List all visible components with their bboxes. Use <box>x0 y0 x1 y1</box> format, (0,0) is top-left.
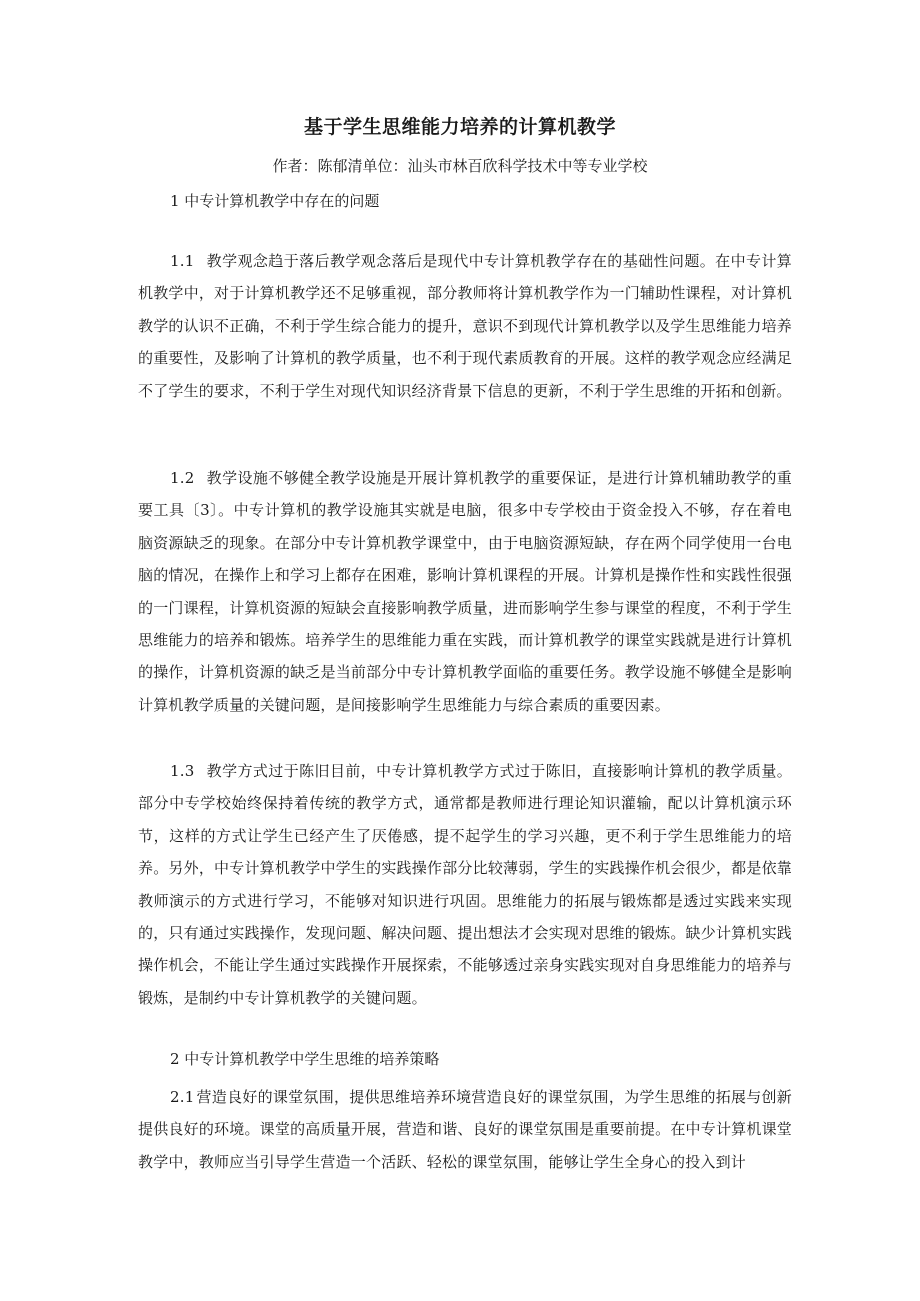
paragraph-text: 教学观念趋于落后教学观念落后是现代中专计算机教学存在的基础性问题。在中专计算机教学中，对于计算机教学还不足够重视，部分教师将计算机教学作为一门辅助性课程，对计算机教学的认识不正确，不利于学生综合能力的提升，意识不到现代计算机教学以及学生思维能力培养的重要性，及影响了计算机的教学质量，也不利于现代素质教育的开展。这样的教学观念应经满足不了学生的要求，不利于学生对现代知识经济背景下信息的更新，不利于学生思维的开拓和创新。 <box>138 252 792 400</box>
section-heading-2: 2 中专计算机教学中学生思维的培养策略 <box>170 1050 440 1068</box>
paragraph-text: 教学方式过于陈旧目前，中专计算机教学方式过于陈旧，直接影响计算机的教学质量。部分中专学校始终保持着传统的教学方式，通常都是教师进行理论知识灌输，配以计算机演示环节，这样的方式让学生已经产生了厌倦感，提不起学生的学习兴趣，更不利于学生思维能力的培养。另外，中专计算机教学中学生的实践操作部分比较薄弱，学生的实践操作机会很少，都是依靠教师演示的方式进行学习，不能够对知识进行巩固。思维能力的拓展与锻炼都是透过实践来实现的，只有通过实践操作，发现问题、解决问题、提出想法才会实现对思维的锻炼。缺少计算机实践操作机会，不能让学生通过实践操作开展探索，不能够透过亲身实践实现对自身思维能力的培养与锻炼，是制约中专计算机教学的关键问题。 <box>138 762 792 1007</box>
author-byline: 作者：陈郁清单位：汕头市林百欣科学技术中等专业学校 <box>272 157 648 175</box>
paragraph-number: 1.3 <box>170 762 195 780</box>
section-heading-1: 1 中专计算机教学中存在的问题 <box>170 192 380 210</box>
paragraph-text: 营造良好的课堂氛围，提供思维培养环境营造良好的课堂氛围，为学生思维的拓展与创新提供良好的环境。课堂的高质量开展，营造和谐、良好的课堂氛围是重要前提。在中专计算机课堂教学中，教师应当引导学生营造一个活跃、轻松的课堂氛围，能够让学生全身心的投入到计 <box>138 1088 792 1171</box>
paragraph-number: 2.1 <box>170 1088 195 1106</box>
paragraph-text: 教学设施不够健全教学设施是开展计算机教学的重要保证，是进行计算机辅助教学的重要工具〔3〕。中专计算机的教学设施其实就是电脑，很多中专学校由于资金投入不够，存在着电脑资源缺乏的现象。在部分中专计算机教学课堂中，由于电脑资源短缺，存在两个同学使用一台电脑的情况，在操作上和学习上都存在困难，影响计算机课程的开展。计算机是操作性和实践性很强的一门课程，计算机资源的短缺会直接影响教学质量，进而影响学生参与课堂的程度，不利于学生思维能力的培养和锻炼。培养学生的思维能力重在实践，而计算机教学的课堂实践就是进行计算机的操作，计算机资源的缺乏是当前部分中专计算机教学面临的重要任务。教学设施不够健全是影响计算机教学质量的关键问题，是间接影响学生思维能力与综合素质的重要因素。 <box>138 469 792 714</box>
paragraph-1-3 <box>138 755 792 1014</box>
paragraph-2-1 <box>138 1081 792 1178</box>
paragraph-1-1 <box>138 245 792 407</box>
paragraph-number: 1.2 <box>170 469 195 487</box>
paragraph-1-2 <box>138 462 792 721</box>
paragraph-number: 1.1 <box>170 252 195 270</box>
document-title: 基于学生思维能力培养的计算机教学 <box>303 116 616 138</box>
